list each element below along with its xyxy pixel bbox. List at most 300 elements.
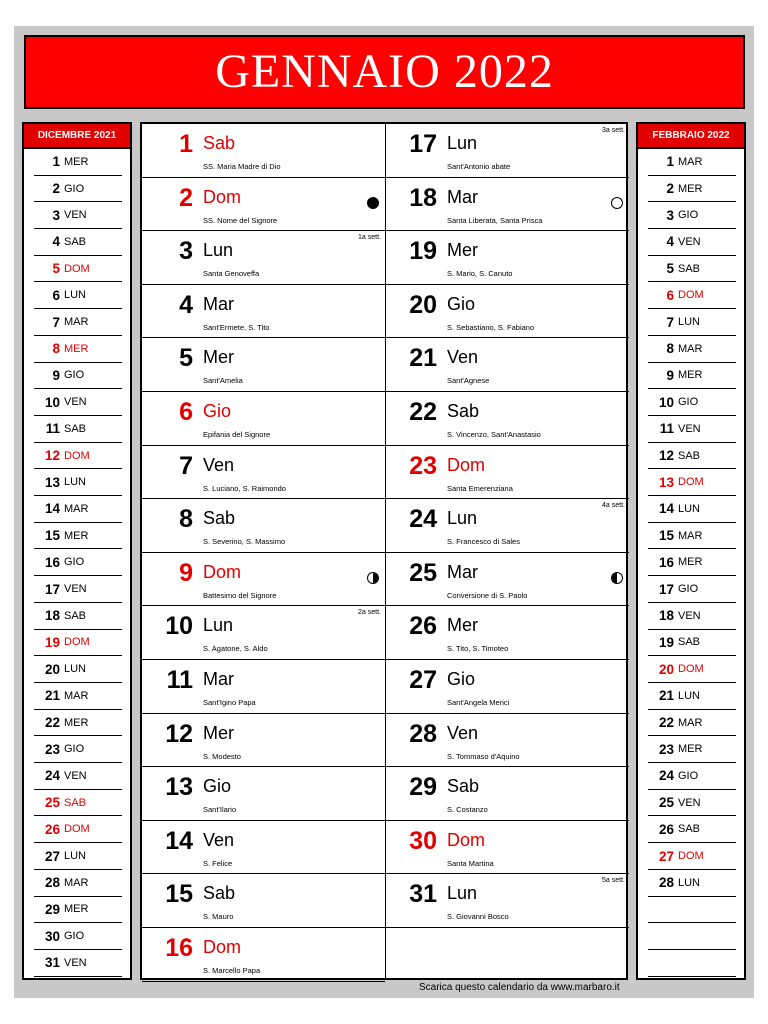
day-cell [386, 874, 629, 928]
next-month-day-number: 9 [666, 367, 674, 383]
saint-name: S. Tito, S. Timoteo [447, 644, 509, 654]
prev-month-day-number: 11 [45, 421, 60, 437]
next-month-day-number: 15 [658, 528, 674, 544]
prev-month-day-row [34, 630, 122, 657]
saint-name: S. Marcello Papa [203, 966, 261, 975]
next-month-day-row [648, 523, 736, 550]
next-month-day-weekday: SAB [678, 449, 701, 462]
day-number: 13 [165, 773, 193, 802]
prev-month-day-weekday: GIO [64, 556, 85, 569]
saint-name: S. Luciano, S. Raimondo [203, 483, 286, 493]
next-month-day-row [648, 202, 736, 229]
day-number: 4 [179, 290, 193, 319]
prev-month-day-row [34, 923, 122, 950]
next-month-day-row [648, 630, 736, 657]
next-month-day-weekday: MER [678, 182, 703, 195]
saint-name: S. Sebastiano, S. Fabiano [447, 322, 535, 332]
day-name: Dom [447, 829, 486, 850]
day-name: Lun [203, 615, 234, 636]
prev-month-day-weekday: VEN [64, 209, 87, 222]
prev-month-day-row [34, 523, 122, 550]
prev-month-day-weekday: GIO [64, 930, 85, 943]
prev-month-day-weekday: DOM [64, 636, 90, 649]
next-month-day-weekday: DOM [678, 850, 704, 863]
day-name: Ven [447, 347, 479, 368]
next-month-day-weekday: MER [678, 556, 703, 569]
day-cell [386, 714, 629, 768]
next-month-day-row [648, 550, 736, 577]
saint-name: Conversione di S. Paolo [447, 590, 528, 600]
day-number: 12 [165, 719, 193, 748]
day-name: Gio [203, 776, 232, 797]
day-number: 2 [179, 183, 193, 212]
day-name: Sab [203, 883, 236, 904]
day-cell [142, 767, 385, 821]
next-month-day-weekday: VEN [678, 422, 701, 435]
prev-month-day-number: 14 [44, 501, 60, 517]
prev-month-day-weekday: LUN [64, 476, 87, 489]
prev-month-day-weekday: GIO [64, 369, 85, 382]
prev-month-day-weekday: VEN [64, 396, 87, 409]
next-month-day-number: 16 [658, 554, 674, 570]
next-month-day-number: 22 [658, 715, 674, 731]
next-month-day-row [648, 576, 736, 603]
prev-month-day-row [34, 603, 122, 630]
next-month-day-number: 24 [658, 768, 674, 784]
next-month-day-number: 19 [658, 634, 674, 650]
day-number: 19 [409, 237, 437, 266]
next-month-day-row [648, 817, 736, 844]
day-cell [142, 874, 385, 928]
next-month-day-row [648, 336, 736, 363]
day-number: 15 [165, 880, 193, 909]
day-cell [386, 767, 629, 821]
day-cell [386, 392, 629, 446]
week-number: 5a sett. [602, 877, 625, 885]
day-name: Dom [203, 561, 242, 582]
month-grid [140, 122, 628, 980]
next-month-day-weekday: GIO [678, 396, 699, 409]
prev-month-day-row [34, 469, 122, 496]
next-month-day-weekday: SAB [678, 823, 701, 836]
saint-name: S. Vincenzo, Sant'Anastasio [447, 430, 541, 439]
next-month-day-weekday: VEN [678, 609, 701, 622]
prev-month-day-row [34, 683, 122, 710]
week-number: 3a sett. [602, 127, 625, 134]
next-month-day-row [648, 603, 736, 630]
next-month-day-row [648, 469, 736, 496]
next-month-day-weekday: MAR [678, 155, 703, 168]
day-number: 7 [179, 451, 193, 480]
next-month-day-weekday: DOM [678, 289, 704, 302]
prev-month-day-number: 28 [44, 875, 60, 891]
day-cell [142, 392, 385, 446]
prev-month-day-weekday: DOM [64, 449, 90, 462]
prev-month-day-weekday: SAB [64, 422, 87, 435]
day-cell [142, 338, 385, 392]
saint-name: Sant'Angela Merici [447, 698, 510, 707]
prev-month-day-weekday: MAR [64, 502, 89, 515]
day-name: Ven [203, 829, 235, 850]
next-month-day-weekday: MER [678, 369, 703, 382]
moon-full-icon [611, 197, 623, 209]
footer-credit: Scarica questo calendario da www.marbaro.it [419, 982, 620, 993]
day-name: Sab [447, 401, 480, 421]
saint-name: S. Felice [203, 858, 233, 868]
day-name: Lun [203, 240, 234, 261]
prev-month-day-weekday: DOM [64, 262, 90, 275]
prev-month-day-row [34, 416, 122, 443]
saint-name: Sant'Antonio abate [447, 162, 511, 171]
prev-month-day-number: 20 [44, 661, 60, 677]
prev-month-day-number: 27 [44, 848, 60, 864]
next-month-day-number: 5 [666, 261, 674, 277]
next-month-day-row [648, 229, 736, 256]
saint-name: S. Agatone, S. Aldo [203, 644, 268, 654]
prev-month-day-number: 23 [44, 741, 60, 757]
next-month-day-number: 23 [658, 741, 674, 757]
prev-month-day-row [34, 149, 122, 176]
moon-first-icon [367, 572, 379, 584]
next-month-day-number: 25 [658, 795, 674, 811]
prev-month-day-number: 3 [52, 207, 60, 223]
day-name: Gio [447, 293, 476, 314]
day-number: 22 [409, 398, 437, 426]
next-month-day-number: 17 [658, 581, 674, 597]
saint-name: SS. Nome del Signore [203, 215, 278, 225]
next-month-day-number: 28 [658, 875, 674, 891]
prev-month-day-row [34, 550, 122, 577]
saint-name: Sant'Agnese [447, 376, 490, 386]
day-name: Ven [203, 454, 235, 475]
prev-month-day-number: 8 [52, 341, 60, 357]
next-month-day-weekday: DOM [678, 476, 704, 489]
prev-month-day-row [34, 843, 122, 870]
next-month-day-number: 10 [658, 394, 674, 410]
day-cell [386, 553, 629, 607]
prev-month-day-number: 2 [52, 181, 60, 197]
day-cell [386, 660, 629, 714]
day-number: 26 [409, 612, 437, 641]
day-number: 17 [409, 130, 437, 158]
saint-name: SS. Maria Madre di Dio [203, 162, 281, 171]
next-month-day-row [648, 736, 736, 763]
next-month-day-weekday: MAR [678, 716, 703, 729]
saint-name: S. Severino, S. Massimo [203, 537, 286, 547]
day-cell [142, 231, 385, 285]
next-month-day-row [648, 389, 736, 416]
day-cell [142, 178, 385, 232]
saint-name: Santa Martina [447, 858, 494, 868]
next-month-day-row [648, 763, 736, 790]
next-month-day-weekday: LUN [678, 876, 701, 889]
day-cell [142, 606, 385, 660]
next-month-day-number: 8 [666, 341, 674, 357]
next-month-day-weekday: MER [678, 743, 703, 756]
prev-month-day-weekday: VEN [64, 769, 87, 782]
day-number: 21 [409, 344, 437, 373]
prev-month-day-number: 17 [44, 581, 60, 597]
next-month-day-weekday: MAR [678, 529, 703, 542]
prev-month-day-number: 29 [44, 901, 60, 917]
day-cell [142, 660, 385, 714]
prev-month-day-weekday: GIO [64, 743, 85, 756]
next-month-day-number: 27 [658, 848, 674, 864]
prev-month-day-weekday: MAR [64, 689, 89, 702]
day-number: 28 [409, 719, 437, 748]
next-month-title: FEBBRAIO 2022 [638, 124, 744, 149]
prev-month-day-row [34, 790, 122, 817]
day-name: Gio [203, 401, 232, 421]
next-month-day-number: 4 [666, 234, 674, 250]
prev-month-day-weekday: MER [64, 716, 89, 729]
next-month-day-number: 7 [666, 314, 674, 330]
next-month-day-row [648, 149, 736, 176]
next-month-day-weekday: MAR [678, 342, 703, 355]
prev-month-day-number: 9 [52, 367, 60, 383]
saint-name: S. Modesto [203, 751, 241, 761]
next-month-day-weekday: GIO [678, 769, 699, 782]
day-number: 18 [409, 183, 437, 212]
day-number: 16 [165, 934, 193, 962]
next-month-day-row [648, 950, 736, 977]
next-month-column [636, 122, 746, 980]
next-month-day-row [648, 283, 736, 310]
day-number: 6 [179, 398, 193, 426]
day-number: 31 [409, 880, 437, 909]
day-cell [142, 928, 385, 982]
next-month-day-row [648, 923, 736, 950]
day-name: Lun [447, 883, 478, 904]
prev-month-day-number: 25 [44, 795, 60, 811]
prev-month-day-number: 6 [52, 287, 60, 303]
saint-name: Battesimo del Signore [203, 590, 277, 600]
prev-month-day-number: 4 [52, 234, 60, 250]
next-month-day-row [648, 897, 736, 924]
prev-month-day-number: 13 [44, 474, 60, 490]
saint-name: S. Mauro [203, 912, 234, 922]
next-month-day-number: 12 [658, 448, 674, 464]
prev-month-day-weekday: MER [64, 342, 89, 355]
next-month-day-weekday: GIO [678, 209, 699, 222]
prev-month-day-number: 5 [52, 261, 60, 277]
prev-month-day-number: 31 [44, 955, 60, 971]
prev-month-day-number: 1 [52, 154, 60, 170]
prev-month-day-number: 18 [44, 608, 60, 624]
month-title: GENNAIO 2022 [215, 45, 554, 98]
day-cell [142, 446, 385, 500]
prev-month-day-weekday: LUN [64, 663, 87, 676]
day-name: Mer [447, 240, 478, 261]
next-month-day-weekday: VEN [678, 235, 701, 248]
prev-month-day-row [34, 202, 122, 229]
saint-name: S. Costanzo [447, 805, 488, 815]
day-cell [142, 499, 385, 553]
day-number: 25 [409, 558, 437, 587]
prev-month-day-row [34, 283, 122, 310]
prev-month-day-row [34, 897, 122, 924]
saint-name: S. Mario, S. Canuto [447, 269, 513, 279]
day-number: 8 [179, 505, 193, 534]
prev-month-day-number: 24 [44, 768, 60, 784]
prev-month-day-row [34, 870, 122, 897]
prev-month-day-weekday: MAR [64, 316, 89, 329]
next-month-day-weekday: DOM [678, 663, 704, 676]
prev-month-day-number: 22 [44, 715, 60, 731]
prev-month-day-row [34, 817, 122, 844]
day-cell [386, 124, 629, 178]
day-name: Mar [203, 293, 234, 314]
saint-name: Sant'Ermete, S. Tito [203, 322, 270, 332]
saint-name: Sant'Amelia [203, 376, 243, 386]
next-month-day-number: 3 [666, 207, 674, 223]
week-number: 1a sett. [358, 234, 381, 242]
prev-month-day-weekday: MAR [64, 876, 89, 889]
day-name: Dom [203, 937, 242, 957]
day-cell [386, 499, 629, 553]
day-cell [386, 821, 629, 875]
prev-month-day-row [34, 710, 122, 737]
day-name: Sab [203, 508, 236, 529]
day-cell [142, 821, 385, 875]
prev-month-day-number: 26 [44, 821, 60, 837]
saint-name: S. Tommaso d'Aquino [447, 751, 520, 761]
prev-month-day-row [34, 763, 122, 790]
next-month-day-row [648, 656, 736, 683]
next-month-day-weekday: LUN [678, 316, 701, 329]
prev-month-title: DICEMBRE 2021 [24, 124, 130, 149]
prev-month-day-number: 30 [44, 928, 60, 944]
next-month-day-row [648, 843, 736, 870]
day-cell [386, 606, 629, 660]
day-name: Mar [447, 186, 478, 207]
next-month-day-row [648, 363, 736, 390]
day-number: 11 [166, 666, 193, 694]
day-name: Sab [447, 776, 480, 797]
day-name: Sab [203, 133, 236, 153]
day-name: Mer [203, 722, 234, 743]
prev-month-day-row [34, 389, 122, 416]
moon-last-icon [611, 572, 623, 584]
day-name: Lun [447, 133, 478, 153]
next-month-day-weekday: GIO [678, 583, 699, 596]
prev-month-day-number: 12 [44, 448, 60, 464]
prev-month-day-number: 21 [44, 688, 60, 704]
day-cell [142, 714, 385, 768]
day-name: Gio [447, 669, 476, 689]
day-name: Mar [447, 561, 478, 582]
day-cell [386, 446, 629, 500]
prev-month-day-weekday: SAB [64, 609, 87, 622]
prev-month-day-number: 19 [44, 634, 60, 650]
week-number: 4a sett. [602, 502, 625, 510]
day-name: Mar [203, 669, 234, 689]
prev-month-day-weekday: SAB [64, 796, 87, 809]
day-name: Mer [447, 615, 478, 636]
next-month-day-row [648, 683, 736, 710]
prev-month-day-row [34, 496, 122, 523]
day-number: 29 [409, 773, 437, 802]
day-cell [386, 178, 629, 232]
next-month-day-number: 18 [658, 608, 674, 624]
next-month-day-weekday: LUN [678, 689, 701, 702]
saint-name: Santa Emerenziana [447, 483, 513, 493]
day-name: Mer [203, 347, 234, 368]
next-month-day-row [648, 309, 736, 336]
day-number: 14 [165, 826, 193, 855]
prev-month-day-row [34, 336, 122, 363]
prev-month-column [22, 122, 132, 980]
prev-month-day-weekday: LUN [64, 289, 87, 302]
next-month-day-number: 2 [666, 181, 674, 197]
month-title-bar [24, 35, 745, 109]
next-month-day-row [648, 790, 736, 817]
prev-month-day-weekday: LUN [64, 850, 87, 863]
saint-name: Sant'Ilario [203, 805, 237, 815]
next-month-day-row [648, 496, 736, 523]
prev-month-day-row [34, 576, 122, 603]
day-cell [386, 231, 629, 285]
prev-month-day-weekday: DOM [64, 823, 90, 836]
day-cell [142, 553, 385, 607]
day-cell [386, 338, 629, 392]
prev-month-day-row [34, 309, 122, 336]
prev-month-day-row [34, 176, 122, 203]
prev-month-day-number: 15 [44, 528, 60, 544]
saint-name: Epifania del Signore [203, 430, 271, 439]
prev-month-day-weekday: MER [64, 529, 89, 542]
prev-month-day-row [34, 443, 122, 470]
day-number: 5 [179, 344, 193, 373]
next-month-day-number: 13 [658, 474, 674, 490]
day-number: 23 [409, 451, 437, 480]
next-month-day-number: 6 [666, 287, 674, 303]
next-month-day-weekday: SAB [678, 262, 701, 275]
prev-month-day-number: 7 [52, 314, 60, 330]
saint-name: S. Francesco di Sales [447, 537, 520, 547]
saint-name: Sant'Igino Papa [203, 698, 256, 707]
next-month-day-number: 14 [658, 501, 674, 517]
next-month-day-row [648, 710, 736, 737]
next-month-day-row [648, 870, 736, 897]
prev-month-day-row [34, 363, 122, 390]
saint-name: Santa Liberata, Santa Prisca [447, 215, 543, 225]
next-month-day-weekday: VEN [678, 796, 701, 809]
day-cell [386, 285, 629, 339]
day-number: 30 [409, 826, 437, 855]
prev-month-day-weekday: GIO [64, 182, 85, 195]
saint-name: S. Giovanni Bosco [447, 912, 509, 922]
next-month-day-weekday: LUN [678, 502, 701, 515]
day-number: 27 [409, 666, 437, 694]
prev-month-day-row [34, 736, 122, 763]
week-number: 2a sett. [358, 609, 381, 617]
prev-month-day-row [34, 950, 122, 977]
next-month-day-number: 21 [658, 688, 674, 704]
next-month-day-number: 1 [666, 154, 674, 170]
next-month-day-row [648, 176, 736, 203]
saint-name: Santa Genoveffa [203, 269, 260, 279]
day-number: 10 [165, 612, 193, 641]
day-number: 24 [409, 505, 437, 534]
next-month-day-number: 26 [658, 821, 674, 837]
day-name: Dom [203, 186, 242, 207]
prev-month-day-weekday: VEN [64, 956, 87, 969]
prev-month-day-number: 10 [44, 394, 60, 410]
prev-month-day-number: 16 [44, 554, 60, 570]
day-cell [142, 285, 385, 339]
day-number: 20 [409, 290, 437, 319]
